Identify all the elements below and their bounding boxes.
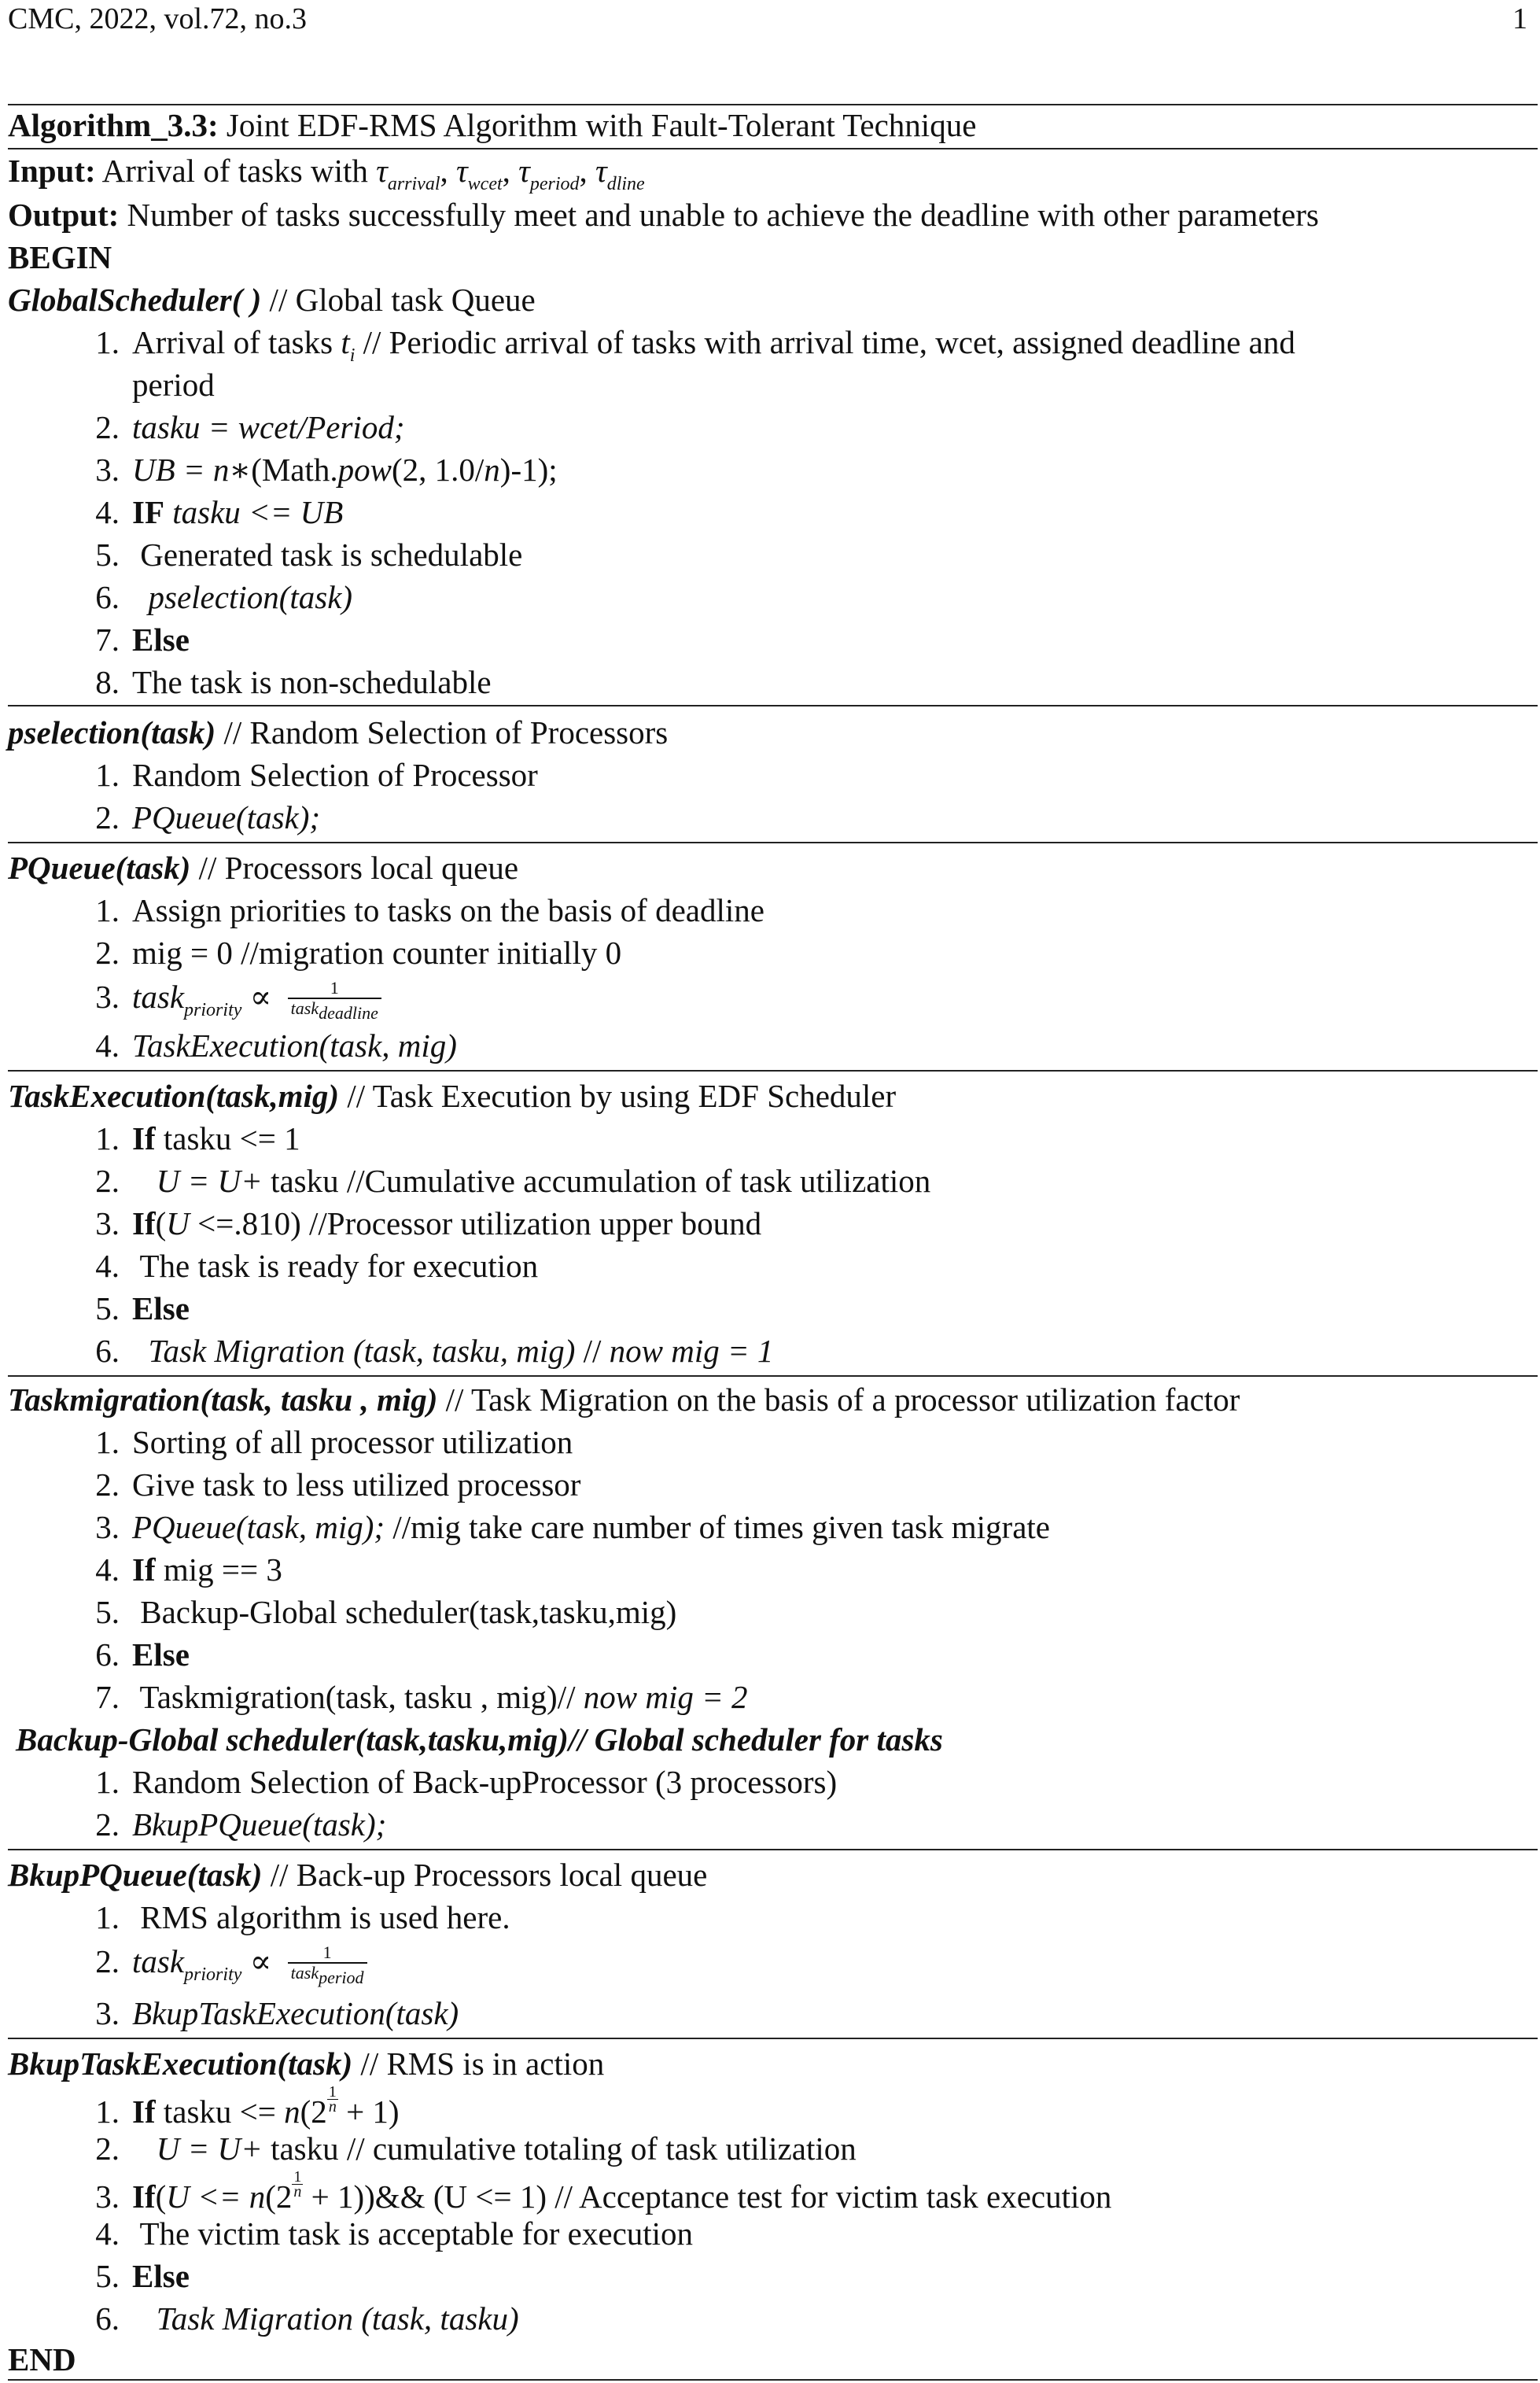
step-text: Taskmigration(task, tasku , mig)//: [139, 1679, 576, 1715]
taskexec-step-1: [76, 1117, 300, 1160]
den-sub: deadline: [319, 1002, 378, 1023]
step-text: The task is ready for execution: [139, 1248, 539, 1284]
global-step-8: [76, 661, 492, 703]
step-number: 2.: [95, 1163, 120, 1199]
section-taskexec-heading: [8, 1075, 1534, 1117]
migration-step-5: [76, 1591, 676, 1633]
exp-denominator: n: [293, 2183, 302, 2200]
step-number: 1.: [95, 1764, 120, 1800]
keyword-else: Else: [132, 1636, 190, 1673]
pqueue-step-1: [76, 889, 764, 931]
sub-arrival: arrival: [387, 174, 440, 194]
expr-b: U <= n: [166, 2178, 266, 2215]
input-line: [8, 149, 1534, 192]
migration-step-3: [76, 1506, 1050, 1548]
keyword-if: If: [132, 1205, 156, 1241]
exponent-fraction: [327, 2085, 338, 2114]
page-number: 1: [1512, 2, 1527, 35]
step-number: 2.: [95, 1943, 120, 1979]
step-number: 7.: [95, 622, 120, 658]
global-step-1-cont: [132, 363, 215, 406]
expr-f: )-1);: [499, 452, 558, 488]
global-step-4: [76, 491, 343, 533]
section-comment: // Random Selection of Processors: [223, 714, 669, 751]
var-n: n: [284, 2093, 300, 2130]
step-number: 5.: [95, 1594, 120, 1630]
section-heading: pselection(task): [8, 714, 216, 751]
step-text: BkupPQueue(task);: [132, 1806, 387, 1843]
sub-priority: priority: [184, 1964, 242, 1985]
algorithm-name: Joint EDF-RMS Algorithm with Fault-Tolerant Technique: [226, 107, 977, 143]
step-text: PQueue(task);: [132, 799, 321, 836]
step-number: 3.: [95, 1509, 120, 1545]
bkupqueue-step-1: [76, 1896, 510, 1938]
step-text: Sorting of all processor utilization: [132, 1424, 573, 1460]
pselection-step-1: [76, 754, 538, 796]
var-t: t: [341, 324, 350, 360]
end-text: END: [8, 2341, 76, 2377]
step-text: tasku = wcet/Period;: [132, 409, 405, 445]
step-number: 8.: [95, 664, 120, 700]
sep: ,: [579, 153, 588, 189]
step-number: 1.: [95, 1899, 120, 1935]
tau-symbol: τ: [376, 153, 388, 189]
step-number: 6.: [95, 579, 120, 615]
step-number: 2.: [95, 409, 120, 445]
step-text: mig == 3: [163, 1551, 282, 1588]
section-heading: Taskmigration(task, tasku , mig): [8, 1381, 438, 1418]
fraction: [288, 1943, 367, 1987]
step-number: 4.: [95, 1027, 120, 1064]
step-comment: now mig = 2: [583, 1679, 748, 1715]
expr-b: (2: [300, 2093, 327, 2130]
algorithm-title: [8, 104, 1534, 146]
section-pselection-heading: [8, 711, 1534, 754]
step-text: The victim task is acceptable for execution: [139, 2215, 694, 2252]
section-comment: // Task Execution by using EDF Scheduler: [347, 1078, 897, 1114]
step-text: Task Migration (task, tasku, mig): [148, 1333, 576, 1369]
section-comment: // Processors local queue: [198, 850, 519, 886]
step-number: 2.: [95, 2130, 120, 2167]
step-number: 5.: [95, 2258, 120, 2294]
step-text: period: [132, 367, 215, 403]
input-label: Input:: [8, 153, 96, 189]
rule-pqueue: [8, 842, 1538, 843]
den-task: task: [290, 1962, 319, 1983]
step-text: Task Migration (task, tasku): [156, 2300, 519, 2337]
step-number: 4.: [95, 2215, 120, 2252]
step-number: 3.: [95, 979, 120, 1015]
step-text: Assign priorities to tasks on the basis of deadline: [132, 892, 764, 928]
bkupexec-step-4: [76, 2212, 693, 2255]
section-migration-heading: [8, 1378, 1534, 1421]
step-number: 4.: [95, 494, 120, 530]
exp-denominator: n: [328, 2098, 337, 2116]
section-pqueue-heading: [8, 847, 1534, 889]
global-step-2: [76, 406, 404, 448]
tau-symbol: τ: [455, 153, 468, 189]
expr-a: U = U+: [156, 2130, 263, 2167]
den-task: task: [290, 998, 319, 1018]
step-text: tasku //Cumulative accumulation of task utilization: [271, 1163, 931, 1199]
fraction: [288, 979, 381, 1023]
step-text: Random Selection of Processor: [132, 757, 538, 793]
rule-bottom: [8, 2379, 1538, 2381]
expr-d: (2, 1.0/: [392, 452, 484, 488]
section-bkupqueue-heading: [8, 1854, 1534, 1896]
expr-b: (Math.: [251, 452, 338, 488]
exp-numerator: 1: [328, 2083, 337, 2101]
rule-bkupexec: [8, 2038, 1538, 2039]
fraction-denominator: [288, 999, 381, 1023]
begin-keyword: [8, 236, 1534, 279]
algorithm-label: Algorithm_3.3:: [8, 107, 219, 143]
expr-c: (2: [265, 2178, 293, 2215]
taskexec-step-2: [76, 1160, 930, 1202]
section-heading: BkupPQueue(task): [8, 1857, 263, 1893]
step-number: 1.: [95, 1424, 120, 1460]
bkupexec-step-5: [76, 2255, 190, 2297]
comment-marker: //: [583, 1333, 602, 1369]
output-text: Number of tasks successfully meet and unable to achieve the deadline with other parameters: [127, 197, 1319, 233]
step-text: RMS algorithm is used here.: [140, 1899, 510, 1935]
pqueue-step-3: [76, 976, 381, 1024]
sub-priority: priority: [184, 1000, 242, 1020]
keyword-if: IF: [132, 494, 164, 530]
var-i: i: [349, 345, 356, 366]
expr-c: pow: [337, 452, 392, 488]
bkupexec-step-2: [76, 2127, 857, 2170]
section-comment: // Global task Queue: [269, 282, 536, 318]
end-keyword: [8, 2338, 1534, 2381]
step-text: <=.810) //Processor utilization upper bound: [197, 1205, 762, 1241]
bkupexec-step-6: [76, 2297, 519, 2340]
global-step-1: [76, 321, 1295, 366]
expr-a: UB = n∗: [132, 452, 252, 488]
sub-dline: dline: [606, 174, 645, 194]
expr-a: tasku <=: [163, 2093, 276, 2130]
keyword-if: If: [132, 1120, 156, 1156]
step-number: 4.: [95, 1551, 120, 1588]
rule-migration: [8, 1375, 1538, 1377]
step-text: TaskExecution(task, mig): [132, 1027, 457, 1064]
global-step-5: [76, 533, 522, 576]
step-text: Backup-Global scheduler(task,tasku,mig): [140, 1594, 677, 1630]
step-number: 3.: [95, 1995, 120, 2031]
step-number: 1.: [95, 2093, 120, 2130]
input-text: Arrival of tasks with: [101, 153, 368, 189]
pqueue-step-4: [76, 1024, 457, 1067]
sub-wcet: wcet: [467, 174, 503, 194]
keyword-if: If: [132, 2178, 156, 2215]
page-header: [8, 2, 1532, 36]
section-comment: // Task Migration on the basis of a processor utilization factor: [445, 1381, 1240, 1418]
bkupqueue-step-2: [76, 1940, 367, 1989]
step-number: 5.: [95, 537, 120, 573]
fraction-denominator: [288, 1964, 367, 1987]
step-text: The task is non-schedulable: [132, 664, 492, 700]
proportional-symbol: ∝: [249, 979, 272, 1015]
section-heading: GlobalScheduler( ): [8, 282, 262, 318]
step-comment: now mig = 1: [609, 1333, 774, 1369]
journal-citation: CMC, 2022, vol.72, no.3: [8, 2, 308, 35]
keyword-if: If: [132, 2093, 156, 2130]
step-number: 6.: [95, 1333, 120, 1369]
rule-bkupqueue: [8, 1849, 1538, 1850]
step-text: + 1))&& (U <= 1) // Acceptance test for victim task execution: [311, 2178, 1112, 2215]
global-step-3: [76, 448, 558, 491]
step-number: 2.: [95, 799, 120, 836]
section-global-heading: [8, 279, 1534, 321]
keyword-if: If: [132, 1551, 156, 1588]
backup-step-1: [76, 1761, 837, 1803]
step-comment: //mig take care number of times given task migrate: [392, 1509, 1050, 1545]
migration-step-4: [76, 1548, 282, 1591]
step-text: Give task to less utilized processor: [132, 1466, 581, 1503]
section-comment: // Back-up Processors local queue: [270, 1857, 708, 1893]
step-number: 6.: [95, 2300, 120, 2337]
step-number: 1.: [95, 757, 120, 793]
fraction-numerator: 1: [288, 1943, 367, 1964]
step-comment: // Periodic arrival of tasks with arrival time, wcet, assigned deadline and: [363, 324, 1295, 360]
step-number: 3.: [95, 1205, 120, 1241]
expr-e: n: [484, 452, 500, 488]
section-heading: PQueue(task): [8, 850, 191, 886]
exponent-fraction: [292, 2170, 303, 2199]
step-text: tasku <= UB: [172, 494, 344, 530]
var-u: U: [166, 1205, 190, 1241]
taskexec-step-3: [76, 1202, 761, 1245]
expr-a: U = U+: [156, 1163, 263, 1199]
taskexec-step-4: [76, 1245, 538, 1287]
begin-text: BEGIN: [8, 239, 112, 275]
migration-step-1: [76, 1421, 573, 1463]
taskexec-step-6: [76, 1330, 773, 1372]
bkupqueue-step-3: [76, 1992, 459, 2034]
bkupexec-step-1: [76, 2083, 400, 2130]
var-task: task: [132, 1943, 185, 1979]
section-bkupexec-heading: [8, 2042, 1534, 2085]
var-task: task: [132, 979, 185, 1015]
section-heading: BkupTaskExecution(task): [8, 2045, 353, 2082]
step-number: 1.: [95, 1120, 120, 1156]
step-text: tasku // cumulative totaling of task utilization: [271, 2130, 857, 2167]
step-number: 3.: [95, 452, 120, 488]
step-text: Arrival of tasks: [132, 324, 333, 360]
step-number: 2.: [95, 1466, 120, 1503]
step-number: 1.: [95, 324, 120, 360]
keyword-else: Else: [132, 622, 190, 658]
exp-numerator: 1: [293, 2168, 302, 2186]
step-text: Generated task is schedulable: [140, 537, 523, 573]
expr-c: + 1): [346, 2093, 400, 2130]
fraction-numerator: 1: [288, 979, 381, 999]
section-backup-heading: [16, 1718, 1540, 1761]
step-text: mig = 0 //migration counter initially 0: [132, 935, 622, 971]
den-sub: period: [319, 1967, 364, 1987]
section-heading: TaskExecution(task,mig): [8, 1078, 340, 1114]
global-step-7: [76, 618, 190, 661]
paren: (: [155, 2178, 167, 2215]
step-text: tasku <= 1: [163, 1120, 300, 1156]
migration-step-2: [76, 1463, 580, 1506]
sub-period: period: [529, 174, 580, 194]
sep: ,: [502, 153, 510, 189]
pselection-step-2: [76, 796, 320, 839]
taskexec-step-5: [76, 1287, 190, 1330]
rule-pselection: [8, 705, 1538, 706]
keyword-else: Else: [132, 2258, 190, 2294]
step-text: Random Selection of Back-upProcessor (3 processors): [132, 1764, 838, 1800]
output-line: [8, 194, 1534, 236]
sep: ,: [440, 153, 448, 189]
tau-symbol: τ: [518, 153, 530, 189]
step-text: pselection(task): [148, 579, 353, 615]
rule-taskexec: [8, 1070, 1538, 1072]
output-label: Output:: [8, 197, 120, 233]
global-step-6: [76, 576, 352, 618]
step-number: 4.: [95, 1248, 120, 1284]
section-comment: // RMS is in action: [360, 2045, 605, 2082]
proportional-symbol: ∝: [249, 1943, 272, 1979]
section-heading: Backup-Global scheduler(task,tasku,mig)// Global scheduler for tasks: [16, 1721, 943, 1758]
step-number: 1.: [95, 892, 120, 928]
step-number: 7.: [95, 1679, 120, 1715]
pqueue-step-2: [76, 931, 621, 974]
step-number: 6.: [95, 1636, 120, 1673]
step-text: BkupTaskExecution(task): [132, 1995, 459, 2031]
paren: (: [155, 1205, 167, 1241]
step-number: 2.: [95, 935, 120, 971]
tau-symbol: τ: [595, 153, 607, 189]
bkupexec-step-3: [76, 2168, 1112, 2215]
keyword-else: Else: [132, 1290, 190, 1326]
migration-step-7: [76, 1676, 748, 1718]
step-text: PQueue(task, mig);: [132, 1509, 385, 1545]
migration-step-6: [76, 1633, 190, 1676]
step-number: 3.: [95, 2178, 120, 2215]
step-number: 2.: [95, 1806, 120, 1843]
step-number: 5.: [95, 1290, 120, 1326]
backup-step-2: [76, 1803, 386, 1846]
